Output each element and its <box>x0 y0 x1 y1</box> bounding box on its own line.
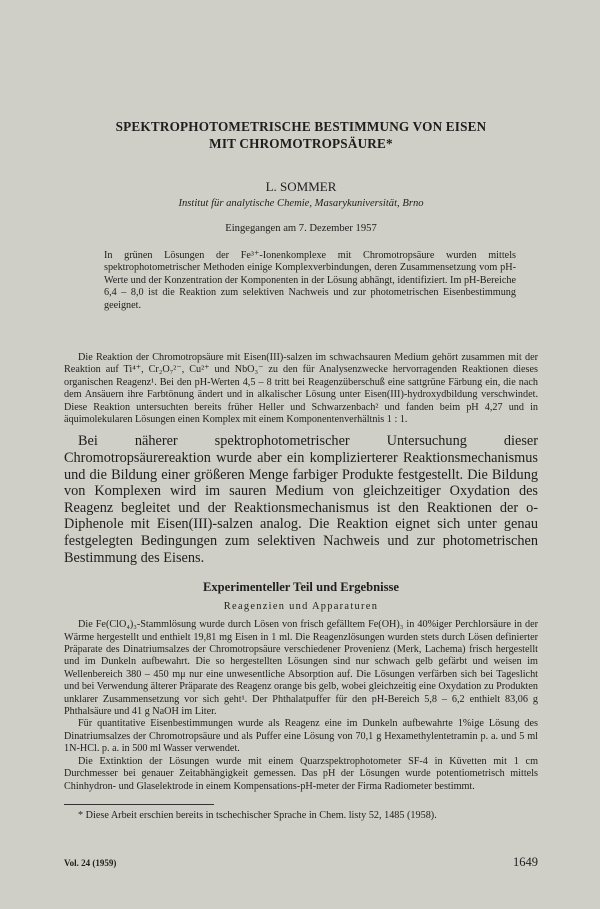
section-heading: Experimenteller Teil und Ergebnisse <box>202 580 400 595</box>
affiliation: Institut für analytische Chemie, Masarykuniversität, Brno <box>178 198 424 209</box>
footnote: * Diese Arbeit erschien bereits in tschechischer Sprache in Chem. listy 52, 1485 (1958). <box>78 809 437 821</box>
journal-reference: Vol. 24 (1959) <box>64 858 117 868</box>
title-line-2: MIT CHROMOTROPSÄURE* <box>209 136 393 151</box>
page-number: 1649 <box>513 855 538 869</box>
received-date: Eingegangen am 7. Dezember 1957 <box>225 223 377 234</box>
author-rest: OMMER <box>287 179 337 194</box>
abstract: In grünen Lösungen der Fe³⁺-Ionenkomplexe mit Chromotropsäure wurden mittels spektrophotometrischer Methoden einige Komplexverbindungen, deren Zusammensetzung vom pH-Werte und der Konzentration der Komponenten in der Lösung abhängt, identifiziert. Im pH-Bereiche 6,4 – 8,0 ist die Reaktion zum selektiven Nachweis und zur photometrischen Eisenbestimmung geeignet. <box>104 250 516 311</box>
author <box>64 179 538 195</box>
body-paragraph-3: Die Extinktion der Lösungen wurde mit einem Quarzspektrophotometer SF-4 in Küvetten mit 1 cm Durchmesser bei genauer Zeitabhängigkeit gemessen. Das pH der Lösungen wurde potentiometrisch mittels Chinhydron- und Glaselektrode in einem Kompensations-pH-meter der Firma Radiometer bestimmt. <box>64 755 538 792</box>
subsection-heading: Reagenzien und Apparaturen <box>223 601 379 613</box>
intro-paragraph: Die Reaktion der Chromotropsäure mit Eisen(III)-salzen im schwachsauren Medium gehört zusammen mit der Reaktion auf Ti⁴⁺, Cr₂O₇²⁻, Cu²⁺ und NbO₃⁻ zu den für Analysenzwecke hervorragenden Reaktionen dieses organischen Reagenz¹. Bei den pH-Werten 4,5 – 8 tritt bei Reagenzüberschuß eine sattgrüne Färbung ein, die nach dem Ansäuern ihre Farbtönung ändert und in alkalischer Lösung unter Eisen(III)-hydroxydbildung verschwindet. Diese Reaktion untersuchten bereits früher Heller und Schwarzenbach² und fanden beim pH 4,27 und in äquimolekularen Lösungen einen Komplex mit einem Komponentenverhältnis 1 : 1. <box>64 352 538 426</box>
main-paragraph: Bei näherer spektrophotometrischer Untersuchung dieser Chromotropsäurereaktion wurde aber ein komplizierterer Reaktionsmechanismus und die Bildung einer größeren Menge farbiger Produkte festgestellt. Die Bildung von Komplexen wird im sauren Medium von gleichzeitiger Oxydation des Reagenz begleitet und der Reaktionsmechanismus ist den Reaktionen der o-Diphenole mit Eisen(III)-salzen analog. Die Reaktion eignet sich unter genau festgelegten Bedingungen zum selektiven Nachweis und zur photometrischen Bestimmung des Eisens. <box>64 433 538 566</box>
author-initial: L. S <box>265 179 288 194</box>
body-text <box>64 619 538 793</box>
body-paragraph-1: Die Fe(ClO₄)₃-Stammlösung wurde durch Lösen von frisch gefälltem Fe(OH)₃ in 40%iger Perchlorsäure in der Wärme hergestellt und enthielt 19,81 mg Eisen in 1 ml. Die Reagenzlösungen wurden stets durch Lösen definierter Präparate des Dinatriumsalzes der Chromotropsäure verschiedener Provenienz (Merk, Lachema) frisch hergestellt und im Dunkeln aufbewahrt. Die so hergestellten Lösungen sind nur schwach gelb gefärbt und weisen im Wellenbereich 380 – 450 mμ nur eine unwesentliche Absorption auf. Die Lösungen verfärben sich bei Tageslicht und bei Verwendung älterer Präparate des Reagenz orange bis gelb, wobei gleichzeitig eine Oxydation zu Produkten unklarer Zusammensetzung vor sich geht¹. Der Phthalatpuffer für den pH-Bereich 5,8 – 6,2 enthielt 83,06 g Phthalsäure und 41 g NaOH im Liter. <box>64 619 538 718</box>
footnote-rule <box>64 804 214 805</box>
title-line-1: SPEKTROPHOTOMETRISCHE BESTIMMUNG VON EISEN <box>115 119 487 134</box>
page-footer <box>64 850 538 870</box>
paper-title <box>64 118 538 152</box>
body-paragraph-2: Für quantitative Eisenbestimmungen wurde als Reagenz eine im Dunkeln aufbewahrte 1%ige Lösung des Dinatriumsalzes der Chromotropsäure und als Puffer eine Lösung von 70,1 g Hexamethylentetramin p. a. und 5 ml 1N-HCl. p. a. in 500 ml Wasser verwendet. <box>64 718 538 755</box>
